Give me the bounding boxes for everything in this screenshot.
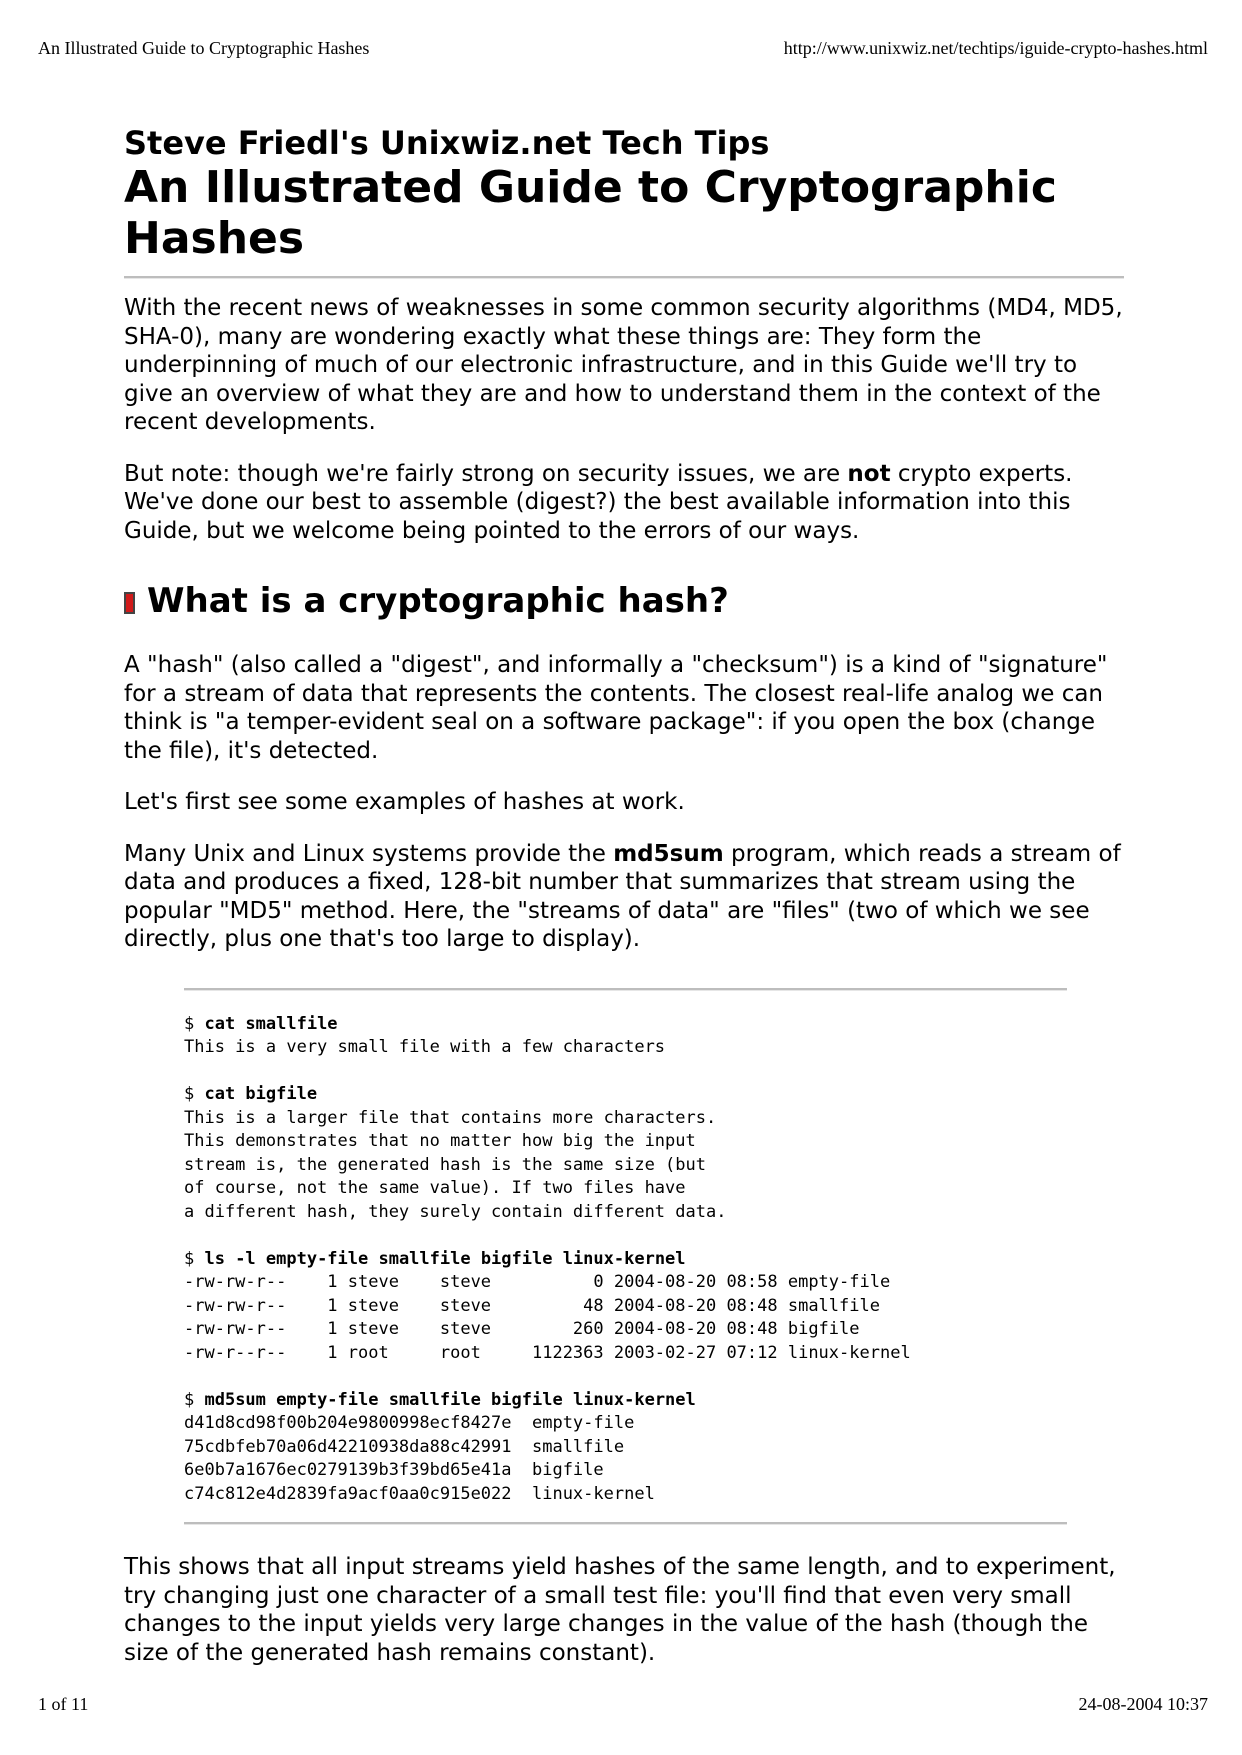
section-paragraph-3: [124, 840, 1124, 954]
code-divider-top: [184, 988, 1067, 991]
terminal-output-line: This is a very small file with a few characters: [184, 1037, 666, 1057]
terminal-output-line: 6e0b7a1676ec0279139b3f39bd65e41a bigfile: [184, 1460, 604, 1480]
shell-command: cat smallfile: [204, 1013, 338, 1034]
terminal-output-line: a different hash, they surely contain different data.: [184, 1201, 727, 1222]
code-divider-bottom: [184, 1522, 1067, 1525]
terminal-output-line: -rw-r--r-- 1 root root 1122363 2003-02-27 07:12 linux-kernel: [184, 1342, 911, 1363]
terminal-output-line: c74c812e4d2839fa9acf0aa0c915e022 linux-kernel: [184, 1483, 655, 1504]
section-marker-icon: [124, 592, 135, 614]
terminal-output-line: of course, not the same value). If two files have: [184, 1178, 686, 1198]
terminal-output-line: This demonstrates that no matter how big the input: [184, 1131, 696, 1151]
terminal-command-line: [184, 1249, 686, 1269]
section-paragraph-2: Let's first see some examples of hashes at work.: [124, 789, 685, 815]
site-title: Steve Friedl's Unixwiz.net Tech Tips: [124, 124, 770, 162]
intro-paragraph-1: With the recent news of weaknesses in some common security algorithms (MD4, MD5, SHA-0), many are wondering exactly what these things are: They form the underpinning of much of our electronic infrastructure, and in this Guide we'll try to give an overview of what they are and how to understand them in the context of the recent developments.: [124, 295, 1123, 435]
print-header-url: http://www.unixwiz.net/techtips/iguide-crypto-hashes.html: [783, 38, 1208, 58]
print-timestamp: 24-08-2004 10:37: [1078, 1694, 1208, 1714]
section-paragraph-4: This shows that all input streams yield hashes of the same length, and to experiment, try changing just one character of a small test file: you'll find that even very small changes to the input yields very large changes in the value of the hash (though the size of the generated hash remains constant).: [124, 1554, 1116, 1666]
terminal-output: [184, 1013, 1067, 1507]
print-header-title: An Illustrated Guide to Cryptographic Hashes: [38, 38, 370, 58]
intro-p2-text-end: crypto experts. We've done our best to assemble (digest?) the best available information into this Guide, but we welcome being pointed to the errors of our ways.: [124, 460, 1073, 544]
terminal-command-line: [184, 1014, 338, 1034]
section-heading: [124, 581, 1124, 621]
terminal-example: [184, 988, 1067, 1526]
intro-p2-emphasis: not: [847, 460, 891, 487]
terminal-output-line: d41d8cd98f00b204e9800998ecf8427e empty-file: [184, 1413, 635, 1433]
section-p3-emphasis: md5sum: [613, 840, 724, 867]
section-p3-text-start: Many Unix and Linux systems provide the: [124, 840, 614, 867]
terminal-output-line: stream is, the generated hash is the same size (but: [184, 1154, 706, 1175]
terminal-command-line: [184, 1084, 317, 1104]
page-title: An Illustrated Guide to Cryptographic Hashes: [124, 162, 1057, 264]
article: [124, 124, 1124, 1667]
terminal-output-line: This is a larger file that contains more characters.: [184, 1107, 717, 1128]
shell-prompt: $: [184, 1389, 205, 1410]
shell-prompt: $: [184, 1248, 205, 1269]
shell-command: ls -l empty-file smallfile bigfile linux-kernel: [204, 1248, 686, 1269]
terminal-output-line: -rw-rw-r-- 1 steve steve 0 2004-08-20 08:58 empty-file: [184, 1272, 891, 1292]
terminal-output-line: 75cdbfeb70a06d42210938da88c42991 smallfile: [184, 1436, 625, 1457]
shell-prompt: $: [184, 1084, 205, 1104]
shell-command: cat bigfile: [204, 1084, 318, 1104]
section-p3-text-end: program, which reads a stream of data and produces a fixed, 128-bit number that summarizes that stream using the popular "MD5" method. Here, the "streams of data" are "files" (two of which we see directly, plus one that's too large to display).: [124, 840, 1121, 952]
section-paragraph-1: A "hash" (also called a "digest", and informally a "checksum") is a kind of "signature" for a stream of data that represents the contents. The closest real-life analog we can think is "a temper-evident seal on a software package": if you open the box (change the file), it's detected.: [124, 652, 1108, 764]
shell-command: md5sum empty-file smallfile bigfile linux-kernel: [204, 1389, 696, 1410]
intro-paragraph-2: [124, 460, 1124, 546]
title-divider: [124, 276, 1124, 279]
terminal-output-line: -rw-rw-r-- 1 steve steve 48 2004-08-20 08:48 smallfile: [184, 1295, 880, 1316]
intro-p2-text-start: But note: though we're fairly strong on security issues, we are: [124, 460, 848, 487]
terminal-command-line: [184, 1390, 696, 1410]
terminal-output-line: -rw-rw-r-- 1 steve steve 260 2004-08-20 08:48 bigfile: [184, 1319, 860, 1339]
page-number: 1 of 11: [38, 1694, 89, 1714]
section-heading-text: What is a cryptographic hash?: [147, 581, 729, 621]
shell-prompt: $: [184, 1013, 205, 1034]
